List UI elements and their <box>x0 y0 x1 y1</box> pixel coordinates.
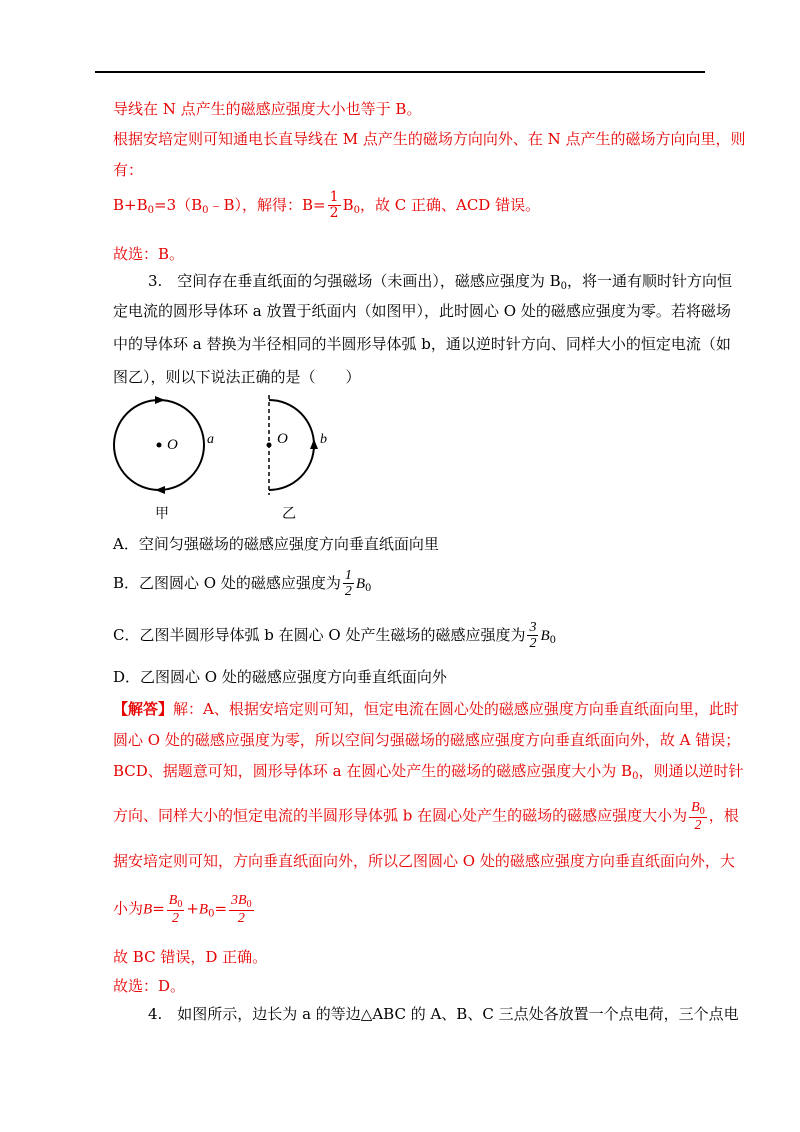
figure-yi <box>267 395 328 522</box>
semicircle-conductor-b <box>269 400 314 490</box>
arrow-up-icon <box>310 439 318 449</box>
question-3-line: 3. 空间存在垂直纸面的匀强磁场（未画出），磁感应强度为 $B_0$，将一通有顺时针方向恒 <box>148 272 732 292</box>
solution-equation: $B+B_0=3(B_0﹣B)$，解得：B= $\frac{1}{2}$ $B_0$，故 C 正确、ACD 错误。 <box>113 189 541 222</box>
label-o: O <box>167 437 178 453</box>
answer-tag: 【解答】 <box>113 700 174 718</box>
label-b: b <box>320 432 327 447</box>
question-3-line: 图乙），则以下说法正确的是（ ） <box>113 368 361 386</box>
label-o: O <box>277 431 288 447</box>
solution-line: 导线在 N 点产生的磁感应强度大小也等于 B。 <box>113 100 422 118</box>
answer-line: 方向、同样大小的恒定电流的半圆形导体弧 b 在圆心处产生的磁场的磁感应强度大小为 $\frac{B_0}{2}$ ，根 <box>113 800 739 833</box>
answer-line: 故 BC 错误，D 正确。 <box>113 948 268 966</box>
caption-yi: 乙 <box>282 506 296 522</box>
answer-line: 据安培定则可知，方向垂直纸面向外，所以乙图圆心 O 处的磁感应强度方向垂直纸面向外，大 <box>113 852 735 870</box>
header-rule <box>95 71 705 73</box>
fraction: $\frac{3B_0}{2}$ <box>231 893 252 926</box>
option-c: C．乙图半圆形导体弧 b 在圆心 O 处产生磁场的磁感应强度为 $\frac{3}{2}$ $B_0$ <box>113 620 556 652</box>
fraction: $\frac{1}{2}$ <box>329 189 339 222</box>
caption-jia: 甲 <box>155 506 169 522</box>
answer-line: 【解答】解：A、根据安培定则可知，恒定电流在圆心处的磁感应强度方向垂直纸面向里，此时 <box>113 700 739 718</box>
question-3-line: 中的导体环 a 替换为半径相同的半圆形导体弧 b，通以逆时针方向、同样大小的恒定电流（如 <box>113 335 731 353</box>
option-d: D．乙图圆心 O 处的磁感应强度方向垂直纸面向外 <box>113 668 447 686</box>
option-b: B．乙图圆心 O 处的磁感应强度为 $\frac{1}{2}$ $B_0$ <box>113 568 372 600</box>
option-a: A．空间匀强磁场的磁感应强度方向垂直纸面向里 <box>113 535 439 553</box>
answer-conclusion: 故选：D。 <box>113 977 186 995</box>
center-dot <box>267 443 272 448</box>
fraction: $\frac{3}{2}$ <box>529 620 537 652</box>
figure-jia-yi <box>110 393 350 523</box>
solution-conclusion: 故选：B。 <box>113 245 185 263</box>
label-a: a <box>207 432 214 447</box>
solution-line: 根据安培定则可知通电长直导线在 M 点产生的磁场方向向外、在 N 点产生的磁场方向向里，则 <box>113 130 746 148</box>
fraction: $\frac{B_0}{2}$ <box>691 800 705 833</box>
answer-line: 圆心 O 处的磁感应强度为零，所以空间匀强磁场的磁感应强度方向垂直纸面向外，故 A 错误； <box>113 731 741 749</box>
arrow-left-icon <box>155 486 165 494</box>
answer-equation: 小为B= $\frac{B_0}{2}$ $+B_0=$ $\frac{3B_0}{2}$ <box>113 893 252 926</box>
answer-line: BCD、据题意可知，圆形导体环 a 在圆心处产生的磁场的磁感应强度大小为 $B_0$，则通以逆时针 <box>113 762 744 782</box>
arrow-right-icon <box>155 396 165 404</box>
question-3-line: 定电流的圆形导体环 a 放置于纸面内（如图甲），此时圆心 O 处的磁感应强度为零。若将磁场 <box>113 302 731 320</box>
fraction: $\frac{1}{2}$ <box>344 568 352 600</box>
figure-jia <box>114 396 214 522</box>
center-dot <box>157 443 162 448</box>
fraction: $\frac{B_0}{2}$ <box>168 893 183 926</box>
solution-line: 有： <box>113 161 144 179</box>
question-4-line: 4. 如图所示，边长为 a 的等边△ABC 的 A、B、C 三点处各放置一个点电荷，三个点电 <box>148 1005 739 1023</box>
